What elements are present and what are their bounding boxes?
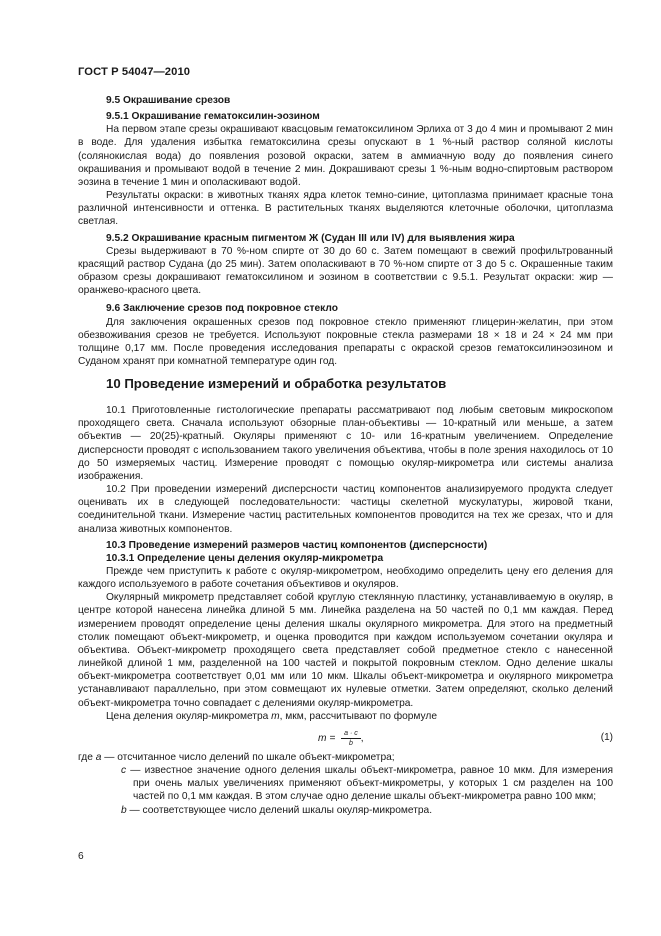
paragraph: Цена деления окуляр-микрометра m, мкм, рассчитывают по формуле bbox=[106, 710, 438, 722]
section-10-3-1-title: 10.3.1 Определение цены деления окуляр-микрометра bbox=[106, 552, 384, 564]
section-10-3-title: 10.3 Проведение измерений размеров частиц компонентов (дисперсности) bbox=[106, 539, 488, 551]
page-content bbox=[78, 94, 613, 817]
paragraph: На первом этапе срезы окрашивают квасцовым гематоксилином Эрлиха от 3 до 4 мин и промывают 2 мин в воде. Для удаления избытка гематоксилина срезы опускают в 1 %-ный раствор соляной кислоты (солянокислая вода) до появления розовой окраски, затем в аммиачную воду до появления синего окрашивания и промывают водой в течение 2 мин. Докрашивают срезы 1 %-ным водно-спиртовым раствором эозина в течение 1 мин и ополаскивают водой. bbox=[78, 124, 613, 188]
paragraph: Прежде чем приступить к работе с окуляр-микрометром, необходимо определить цену его деления для каждого используемого в работе сочетания объективов и окуляров. bbox=[78, 566, 613, 591]
formula-number: (1) bbox=[600, 731, 613, 743]
standard-header: ГОСТ Р 54047—2010 bbox=[78, 66, 191, 78]
paragraph: Результаты окраски: в животных тканях ядра клеток темно-синие, цитоплазма принимает красные тона различной интенсивности и оттенка. В растительных тканях выделяются клеточные оболочки, цитоплазма светлая. bbox=[78, 190, 613, 228]
paragraph: Срезы выдерживают в 70 %-ном спирте от 30 до 60 с. Затем помещают в свежий профильтрованный красящий раствор Судана (до 25 мин). Затем ополаскивают в 70 %-ном спирте от 3 до 5 с. Окрашенные таким образом срезы докрашивают гематоксилином и эозином в соответствии с 9.5.1. Результат окраски: жир — оранжево-красного цвета. bbox=[78, 245, 613, 297]
page-number: 6 bbox=[78, 851, 84, 862]
section-9-6-title: 9.6 Заключение срезов под покровное стекло bbox=[106, 303, 338, 315]
paragraph: 10.2 При проведении измерений дисперсности частиц компонентов анализируемого продукта следует оценивать их в следующей последовательности: частицы скелетной мускулатуры, жировой ткани, соединительной ткани. Измерение частиц растительных компонентов проводится на тех же срезах, что и для анализа животных компонентов. bbox=[78, 484, 613, 535]
paragraph: Окулярный микрометр представляет собой круглую стеклянную пластинку, устанавливаемую в окуляр, в центре которой нанесена линейка длиной 5 мм. Линейка разделена на 50 частей по 0,1 мм каждая. Перед измерением проводят определение цены деления шкалы окулярного микрометра. Для этого на предметный столик помещают объект-микрометр, и оценка проводится при каждом используемом сочетании окуляра и объектива. Объект-микрометр проходящего света представляет собой предметное стекло с нанесенной линейкой длиной 1 мм, разделенной на 100 частей и покрытой покровным стеклом. Одно деление шкалы объект-микрометра соответствует 0,01 мм или 10 мкм. Шкалы объект-микрометра и окулярного микрометра устанавливают параллельно, при этом совмещают их нулевые отметки. Затем определяют, сколько делений объект-микрометра точно совпадает с делениями окуляр-микрометра. bbox=[78, 592, 613, 709]
definition-b: b — соответствующее число делений шкалы окуляр-микрометра. bbox=[121, 804, 433, 816]
paragraph: 10.1 Приготовленные гистологические препараты рассматривают под любым световым микроскопом проходящего света. Сначала используют обзорные план-объективы — 10-кратный или меньше, а затем объектив — 20(25)-кратный. Окуляры применяют с 10- или 16-кратным увеличением. Определение дисперсности проводят с использованием такого увеличения объектива, чтобы в поле зрения находилось от 10 до 50 измеряемых частиц. Измерение проводят с помощью окуляр-микрометра или системы анализа изображения. bbox=[78, 405, 613, 482]
section-9-5-2-title: 9.5.2 Окрашивание красным пигментом Ж (Судан III или IV) для выявления жира bbox=[106, 232, 515, 244]
fraction bbox=[341, 729, 361, 748]
section-9-5-title: 9.5 Окрашивание срезов bbox=[106, 95, 231, 106]
definition-c: c — известное значение одного деления шкалы объект-микрометра, равное 10 мкм. Для измерения при очень малых увеличениях применяют объект-микрометры, у которых 1 см разделен на 100 частей по 0,1 мм каждая. В этом случае одно деление шкалы объект-микрометра равно 100 мкм; bbox=[121, 765, 614, 803]
paragraph: Для заключения окрашенных срезов под покровное стекло применяют глицерин-желатин, при этом обезвоживания срезов не требуется. Используют покровные стекла размерами 18 × 18 и 24 × 24 мм при толщине 0,17 мм. После проведения исследования препараты с окраской срезов гематоксилинэозином и Суданом хранят при комнатной температуре один год. bbox=[78, 316, 613, 367]
definition-a: где a — отсчитанное число делений по шкале объект-микрометра; bbox=[78, 751, 395, 763]
formula-1 bbox=[78, 725, 613, 751]
fraction-denominator: b bbox=[348, 739, 353, 747]
section-10-title: 10 Проведение измерений и обработка результатов bbox=[106, 376, 447, 392]
formula-expression: m = $\frac{a \cdot c}{b}$ , bbox=[318, 729, 364, 747]
fraction-numerator: a · c bbox=[341, 729, 361, 739]
section-9-5-1-title: 9.5.1 Окрашивание гематоксилин-эозином bbox=[106, 111, 320, 123]
